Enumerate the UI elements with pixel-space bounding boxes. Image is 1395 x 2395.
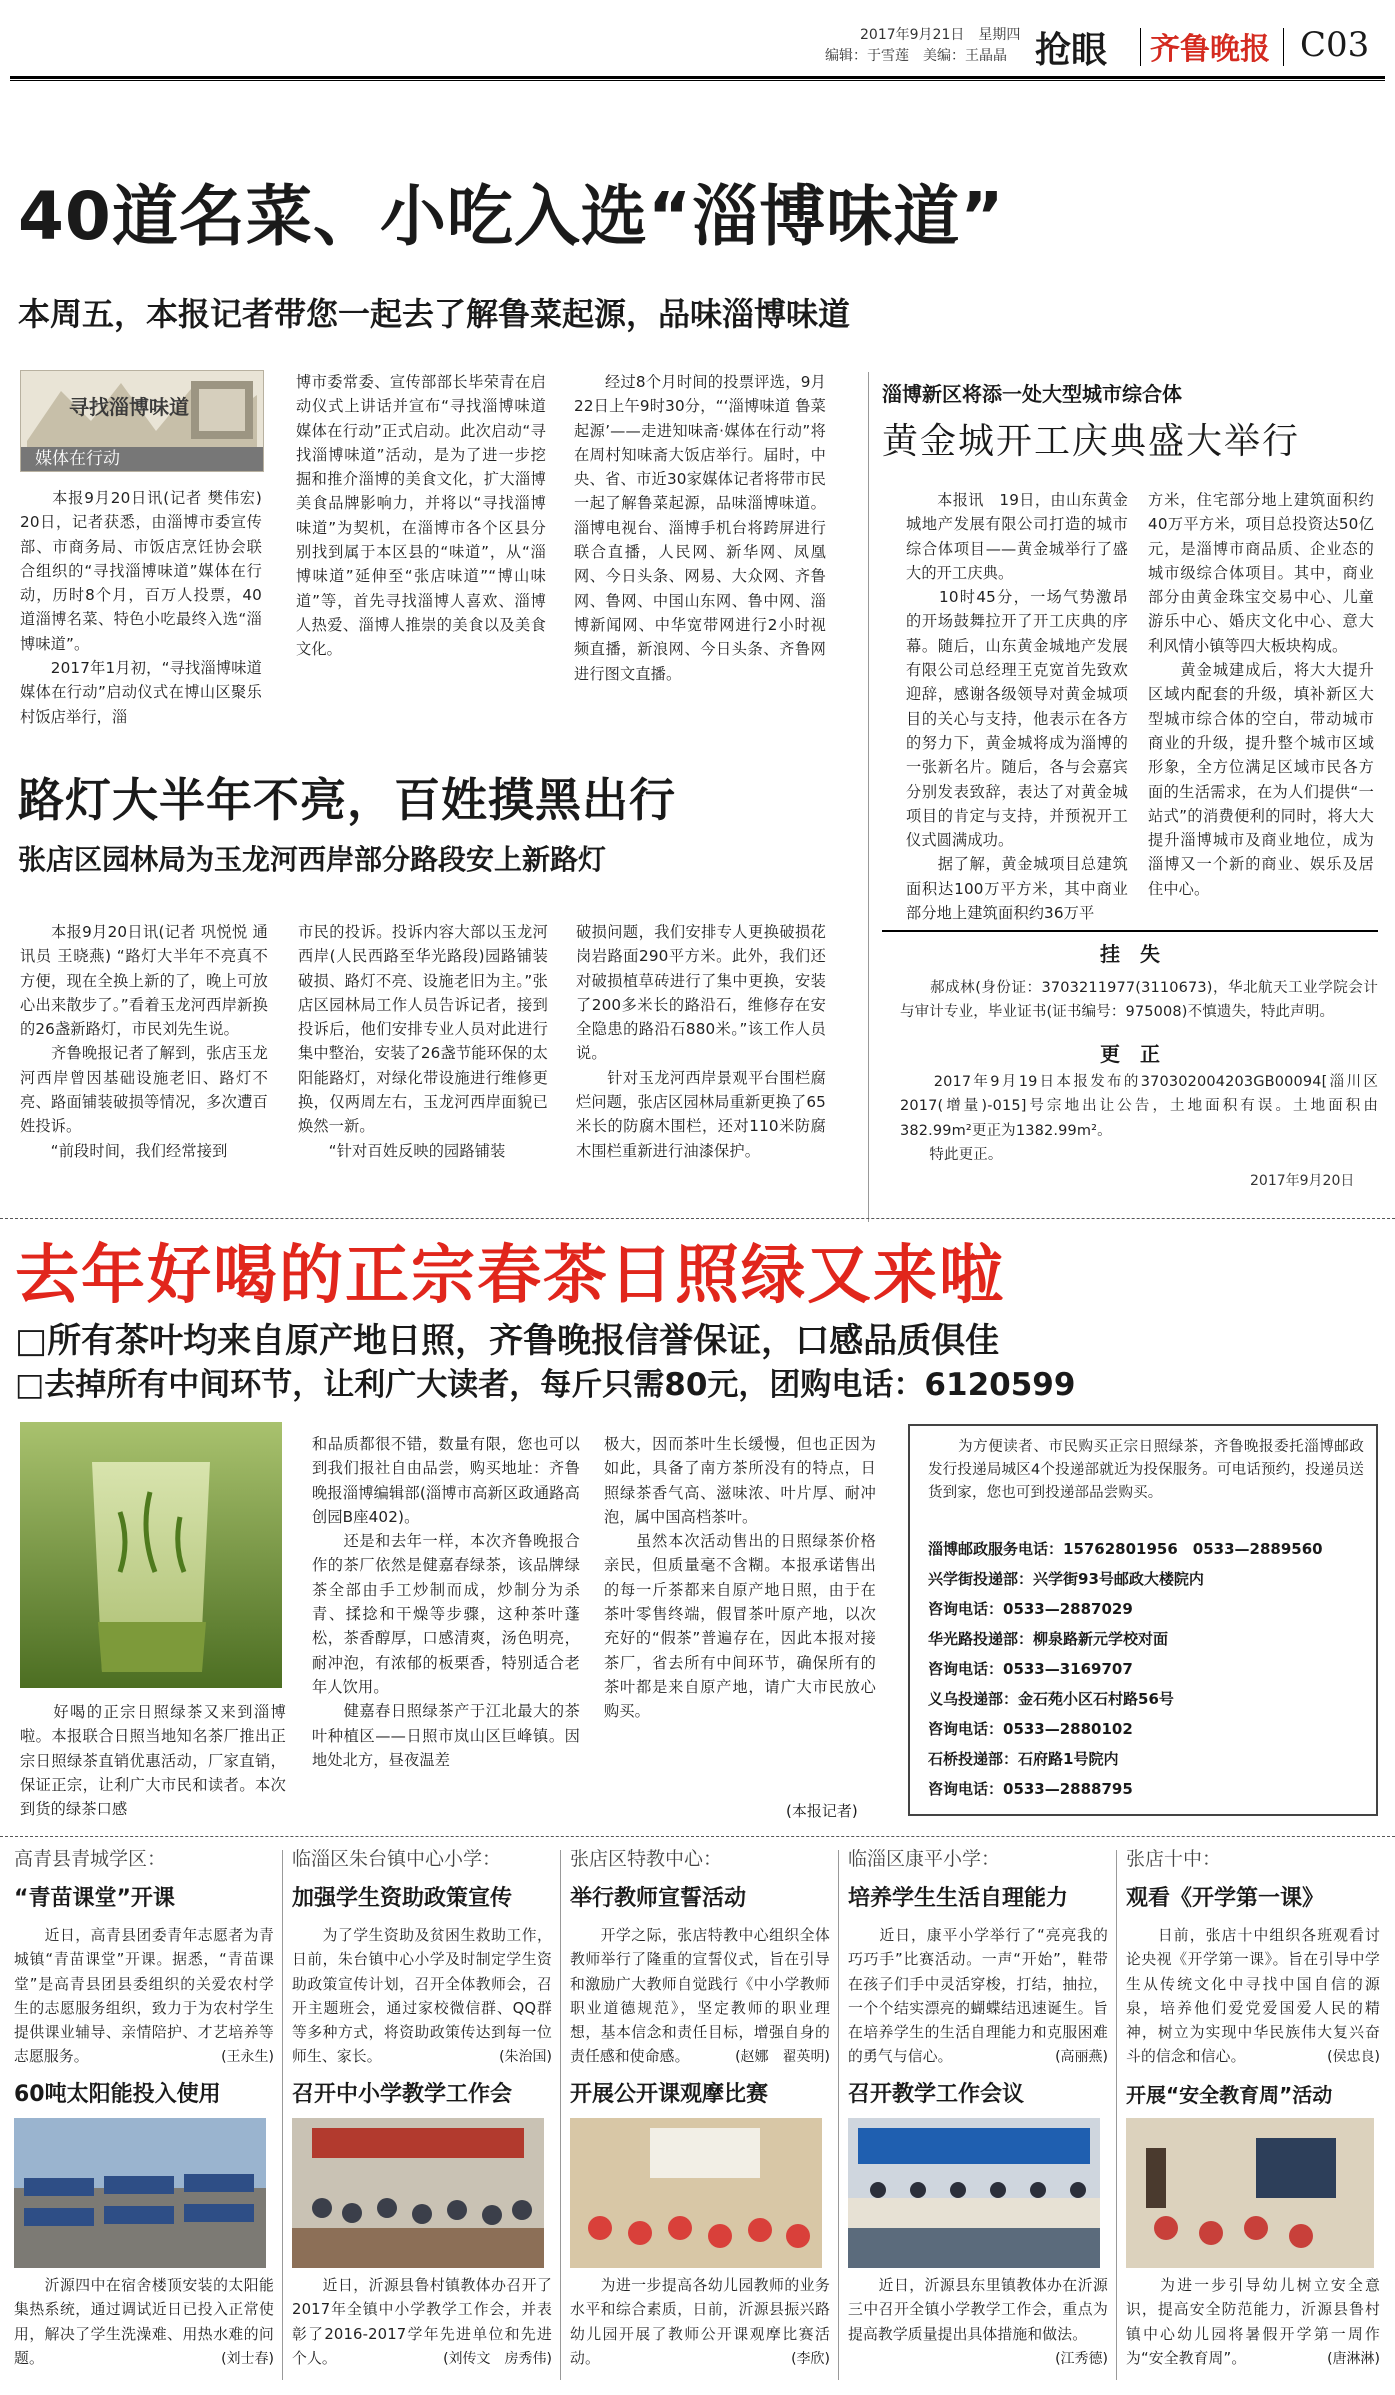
- correction-title: 更 正: [1100, 1042, 1160, 1066]
- streetlight-col1: 本报9月20日讯(记者 巩悦悦 通讯员 王晓燕) “路灯大半年不亮真不方便，现在全换上新的了，晚上可放心出来散步了。”看着玉龙河西岸新换的26盏新路灯，市民刘先生说。 齐鲁晚报记者了解到，张店玉龙河西岸曾因基础设施老旧、路灯不亮、路面铺装破损等情况，多次遭百姓投诉。 “前段时间，我们经常接到: [20, 923, 268, 1160]
- brief-author-2: (唐淋淋): [1327, 2351, 1380, 2367]
- brief-photo: [848, 2118, 1100, 2268]
- brief-author: (侯忠良): [1327, 2049, 1380, 2065]
- contact-line: 华光路投递部：柳泉路新元学校对面: [928, 1630, 1169, 1648]
- brief-title-2: 召开教学工作会议: [848, 2082, 1025, 2107]
- lost-notice-title: 挂 失: [1100, 942, 1160, 966]
- streetlight-col2: 市民的投诉。投诉内容大部以玉龙河西岸(人民西路至华光路段)园路铺装破损、路灯不亮、设施老旧为主。”张店区园林局工作人员告诉记者，接到投诉后，他们安排专业人员对此进行集中整治，安装了26盏节能环保的太阳能路灯，对绿化带设施进行维修更换，仅两周左右，玉龙河西岸面貌已焕然一新。 “针对百姓反映的园路铺装: [298, 923, 548, 1160]
- tea-bullet-1: □所有茶叶均来自原产地日照，齐鲁晚报信誉保证，口感品质俱佳: [15, 1321, 1000, 1361]
- brief-title-2: 60吨太阳能投入使用: [14, 2082, 221, 2107]
- brief-col: [848, 1846, 1108, 2386]
- brief-body-2: 近日，沂源县东里镇教体办在沂源三中召开全镇小学教学工作会，重点为提高教学质量提出具体措施和做法。: [848, 2277, 1108, 2343]
- correction-text: 2017年9月19日本报发布的370302004203GB00094[淄川区2017(增量)-015]号宗地出让公告，土地面积有误。土地面积由382.99m²更正为1382.99m²。 特此更正。: [900, 1074, 1378, 1163]
- brief-category: 临淄区朱台镇中心小学：: [292, 1848, 502, 1870]
- contact-line: 咨询电话：0533—2887029: [928, 1600, 1133, 1618]
- brief-category: 张店区特教中心：: [570, 1848, 723, 1870]
- brief-author: (朱治国): [499, 2049, 552, 2065]
- masthead-date: 2017年9月21日 星期四: [860, 27, 1021, 43]
- brief-title: 观看《开学第一课》: [1126, 1886, 1325, 1911]
- lead-headline: 40道名菜、小吃入选“淄博味道”: [18, 178, 1005, 255]
- brief-photo: [14, 2118, 266, 2268]
- logo-caption: 媒体在行动: [21, 447, 263, 471]
- lead-col3: 经过8个月时间的投票评选，9月22日上午9时30分，“‘淄博味道 鲁菜起源’——走进知味斋·媒体在行动”将在周村知味斋大饭店举行。届时，中央、省、市近30家媒体记者将带市民一起了解鲁菜起源，品味淄博味道。淄博电视台、淄博手机台将跨屏进行联合直播，人民网、新华网、凤凰网、今日头条、网易、大众网、齐鲁网、鲁网、中国山东网、鲁中网、淄博新闻网、中华宽带网进行2小时视频直播，新浪网、今日头条、齐鲁网进行图文直播。: [574, 373, 826, 683]
- tea-photo: [20, 1422, 282, 1688]
- masthead-brand: 齐鲁晚报: [1150, 32, 1270, 67]
- brief-body-2: 为进一步提高各幼儿园教师的业务水平和综合素质，日前，沂源县振兴路幼儿园开展了教师公开课观摩比赛活动。: [570, 2277, 830, 2367]
- contact-line: 咨询电话：0533—2880102: [928, 1720, 1133, 1738]
- tea-byline: (本报记者): [786, 1802, 858, 1820]
- brief-photo: [292, 2118, 544, 2268]
- brief-category: 临淄区康平小学：: [848, 1848, 1001, 1870]
- golden-kicker: 淄博新区将添一处大型城市综合体: [882, 382, 1182, 406]
- brief-author-2: (刘传文 房秀伟): [443, 2351, 552, 2367]
- brief-col: [570, 1846, 830, 2386]
- brief-title: “青苗课堂”开课: [14, 1886, 175, 1911]
- brief-author-2: (刘士春): [221, 2351, 274, 2367]
- brief-author: (赵娜 翟英明): [735, 2049, 830, 2065]
- masthead-editors: 编辑：于雪莲 美编：王晶晶: [825, 48, 1007, 64]
- tea-col2: 和品质都很不错，数量有限，您也可以到我们报社自由品尝，购买地址：齐鲁晚报淄博编辑部(淄博市高新区政通路高创园B座402)。 还是和去年一样，本次齐鲁晚报合作的茶厂依然是健嘉春绿茶，该品牌绿茶全部由手工炒制而成，炒制分为杀青、揉捻和干燥等步骤，这种茶叶蓬松，茶香醇厚，口感清爽，汤色明亮，耐冲泡，有浓郁的板栗香，特别适合老年人饮用。 健嘉春日照绿茶产于江北最大的茶叶种植区——日照市岚山区巨峰镇。因地处北方，昼夜温差: [312, 1435, 580, 1769]
- contact-line: 兴学街投递部：兴学街93号邮政大楼院内: [928, 1570, 1204, 1588]
- tea-contact-intro: 为方便读者、市民购买正宗日照绿茶，齐鲁晚报委托淄博邮政发行投递局城区4个投递部就近为投保服务。可电话预约，投递员送货到家，您也可到投递部品尝购买。: [928, 1439, 1364, 1501]
- lead-logo: [20, 370, 264, 472]
- tea-caption: 好喝的正宗日照绿茶又来到淄博啦。本报联合日照当地知名茶厂推出正宗日照绿茶直销优惠活动，厂家直销，保证正宗，让利广大市民和读者。本次到货的绿茶口感: [20, 1703, 286, 1819]
- brief-photo: [1126, 2118, 1374, 2268]
- lead-col1: 本报9月20日讯(记者 樊伟宏) 20日，记者获悉，由淄博市委宣传部、市商务局、市饭店烹饪协会联合组织的“寻找淄博味道”媒体在行动，历时8个月，百万人投票，40道淄博名菜、特色小吃最终入选“淄博味道”。 2017年1月初，“寻找淄博味道 媒体在行动”启动仪式在博山区聚乐村饭店举行，淄: [20, 489, 262, 726]
- golden-col2: 方米，住宅部分地上建筑面积约40万平方米，项目总投资达50亿元，是淄博市商品质、企业态的城市级综合体项目。其中，商业部分由黄金珠宝交易中心、儿童游乐中心、婚庆文化中心、意大利风情小镇等四大板块构成。 黄金城建成后，将大大提升区域内配套的升级，填补新区大型城市综合体的空白，带动城市商业的升级，提升整个城市区域形象，全方位满足区域市民各方面的生活需求，在为人们提供“一站式”的消费便利的同时，将大大提升淄博城市及商业地位，成为淄博又一个新的商业、娱乐及居住中心。: [1148, 491, 1374, 898]
- brief-body: 日前，张店十中组织各班观看讨论央视《开学第一课》。旨在引导中学生从传统文化中寻找中国自信的源泉，培养他们爱党爱国爱人民的精神，树立为实现中华民族伟大复兴奋斗的信念和信心。: [1126, 1927, 1380, 2066]
- brief-body: 近日，康平小学举行了“亮亮我的巧巧手”比赛活动。一声“开始”，鞋带在孩子们手中灵活穿梭，打结，抽拉，一个个结实漂亮的蝴蝶结迅速诞生。旨在培养学生的生活自理能力和克服困难的勇气与信心。: [848, 1927, 1108, 2066]
- lead-subhead: 本周五，本报记者带您一起去了解鲁菜起源，品味淄博味道: [18, 295, 851, 333]
- tea-bullet-2: □去掉所有中间环节，让利广大读者，每斤只需80元，团购电话：6120599: [15, 1367, 1076, 1403]
- lost-notice-text: 郝成林(身份证：370321197​7(3110673)，华北航天工业学院会计与审计专业，毕业证书(证书编号：975008)不慎遗失，特此声明。: [900, 980, 1378, 1021]
- contact-line: 淄博邮政服务电话：15762801956 0533—2889560: [928, 1540, 1323, 1558]
- tea-headline: 去年好喝的正宗春茶日照绿又来啦: [15, 1239, 1005, 1313]
- contact-line: 咨询电话：0533—2888795: [928, 1780, 1133, 1798]
- notice-date: 2017年9月20日: [1250, 1173, 1355, 1189]
- masthead-page: C03: [1300, 25, 1370, 65]
- brief-category: 高青县青城学区：: [14, 1848, 167, 1870]
- brief-category: 张店十中：: [1126, 1848, 1222, 1870]
- brief-title: 培养学生生活自理能力: [848, 1886, 1069, 1911]
- streetlight-headline: 路灯大半年不亮，百姓摸黑出行: [18, 773, 676, 827]
- brief-author-2: (李欣): [791, 2351, 830, 2367]
- streetlight-col3: 破损问题，我们安排专人更换破损花岗岩路面290平方米。此外，我们还对破损植草砖进行了集中更换，安装了200多米长的路沿石，维修存在安全隐患的路沿石880米。”该工作人员说。 针对玉龙河西岸景观平台围栏腐烂问题，张店区园林局重新更换了65米长的防腐木围栏，还对110米防腐木围栏重新进行油漆保护。: [576, 923, 826, 1160]
- brief-title-2: 开展公开课观摩比赛: [570, 2082, 769, 2107]
- brief-title-2: 召开中小学教学工作会: [292, 2082, 513, 2107]
- golden-col1: 本报讯 19日，由山东黄金城地产发展有限公司打造的城市综合体项目——黄金城举行了盛大的开工庆典。 10时45分，一场气势激昂的开场鼓舞拉开了开工庆典的序幕。随后，山东黄金城地产发展有限公司总经理王克宽首先致欢迎辞，感谢各级领导对黄金城项目的关心与支持，他表示在各方的努力下，黄金城将成为淄博的一张新名片。随后，各与会嘉宾分别发表致辞，表达了对黄金城项目的肯定与支持，并预祝开工仪式圆满成功。 据了解，黄金城项目总建筑面积达100万平方米，其中商业部分地上建筑面积约36万平: [906, 491, 1128, 923]
- brief-col: [292, 1846, 552, 2386]
- golden-headline: 黄金城开工庆典盛大举行: [882, 421, 1301, 462]
- contact-line: 石桥投递部：石府路1号院内: [928, 1750, 1119, 1768]
- brief-col: [1126, 1846, 1380, 2386]
- logo-text: 寻找淄博味道: [69, 395, 189, 419]
- brief-body: 为了学生资助及贫困生救助工作，日前，朱台镇中心小学及时制定学生资助政策宣传计划，召开全体教师会，召开主题班会，通过家校微信群、QQ群等多种方式，将资助政策传达到每一位师生、家长。: [292, 1927, 552, 2066]
- brief-body: 开学之际，张店特教中心组织全体教师举行了隆重的宣誓仪式，旨在引导和激励广大教师自觉践行《中小学教师职业道德规范》，坚定教师的职业理想，基本信念和责任目标，增强自身的责任感和使命感。: [570, 1927, 830, 2066]
- brief-body: 近日，高青县团委青年志愿者为青城镇“青苗课堂”开课。据悉，“青苗课堂”是高青县团县委组织的关爱农村学生的志愿服务组织，致力于为农村学生提供课业辅导、亲情陪护、才艺培养等志愿服务。: [14, 1927, 274, 2066]
- brief-title: 加强学生资助政策宣传: [292, 1886, 513, 1911]
- brief-title: 举行教师宣誓活动: [570, 1886, 747, 1911]
- tea-contact-box: [908, 1424, 1378, 1816]
- brief-photo: [570, 2118, 822, 2268]
- brief-col: [14, 1846, 274, 2386]
- brief-author: (王永生): [221, 2049, 274, 2065]
- streetlight-subhead: 张店区园林局为玉龙河西岸部分路段安上新路灯: [18, 843, 607, 876]
- contact-line: 咨询电话：0533—3169707: [928, 1660, 1133, 1678]
- brief-body-2: 为进一步引导幼儿树立安全意识，提高安全防范能力，沂源县鲁村镇中心幼儿园将暑假开学第一周作为“安全教育周”。: [1126, 2277, 1380, 2367]
- tea-contact-list: [928, 1534, 1368, 1804]
- brief-author: (高丽燕): [1055, 2049, 1108, 2065]
- brief-title-2: 开展“安全教育周”活动: [1126, 2083, 1333, 2107]
- brief-body-2: 近日，沂源县鲁村镇教体办召开了2017年全镇中小学教学工作会，并表彰了2016-2017学年先进单位和先进个人。: [292, 2277, 552, 2367]
- brief-author-2: (江秀德): [1055, 2351, 1108, 2367]
- lead-col2: 博市委常委、宣传部部长毕荣青在启动仪式上讲话并宣布“寻找淄博味道 媒体在行动”正式启动。此次启动“寻找淄博味道”活动，是为了进一步挖掘和推介淄博的美食文化，扩大淄博美食品牌影响力，并将以“寻找淄博味道”为契机，在淄博市各个区县分别找到属于本区县的“味道”，从“淄博味道”延伸至“张店味道”“博山味道”等，首先寻找淄博人喜欢、淄博人热爱、淄博人推崇的美食以及美食文化。: [296, 373, 551, 659]
- masthead: [0, 0, 1395, 70]
- contact-line: 义乌投递部：金石苑小区石村路56号: [928, 1690, 1174, 1708]
- masthead-section: 抢眼: [1035, 30, 1108, 71]
- tea-col3: 极大，因而茶叶生长缓慢，但也正因为如此，具备了南方茶所没有的特点，日照绿茶香气高、滋味浓、叶片厚、耐冲泡，属中国高档茶叶。 虽然本次活动售出的日照绿茶价格亲民，但质量毫不含糊。本报承诺售出的每一斤茶都来自原产地日照，由于在茶叶零售终端，假冒茶叶原产地，以次充好的“假茶”普遍存在，因此本报对接茶厂，省去所有中间环节，确保所有的茶叶都是来自原产地，请广大市民放心购买。: [604, 1435, 876, 1721]
- brief-body-2: 沂源四中在宿舍楼顶安装的太阳能集热系统，通过调试近日已投入正常使用，解决了学生洗澡难、用热水难的问题。: [14, 2277, 274, 2367]
